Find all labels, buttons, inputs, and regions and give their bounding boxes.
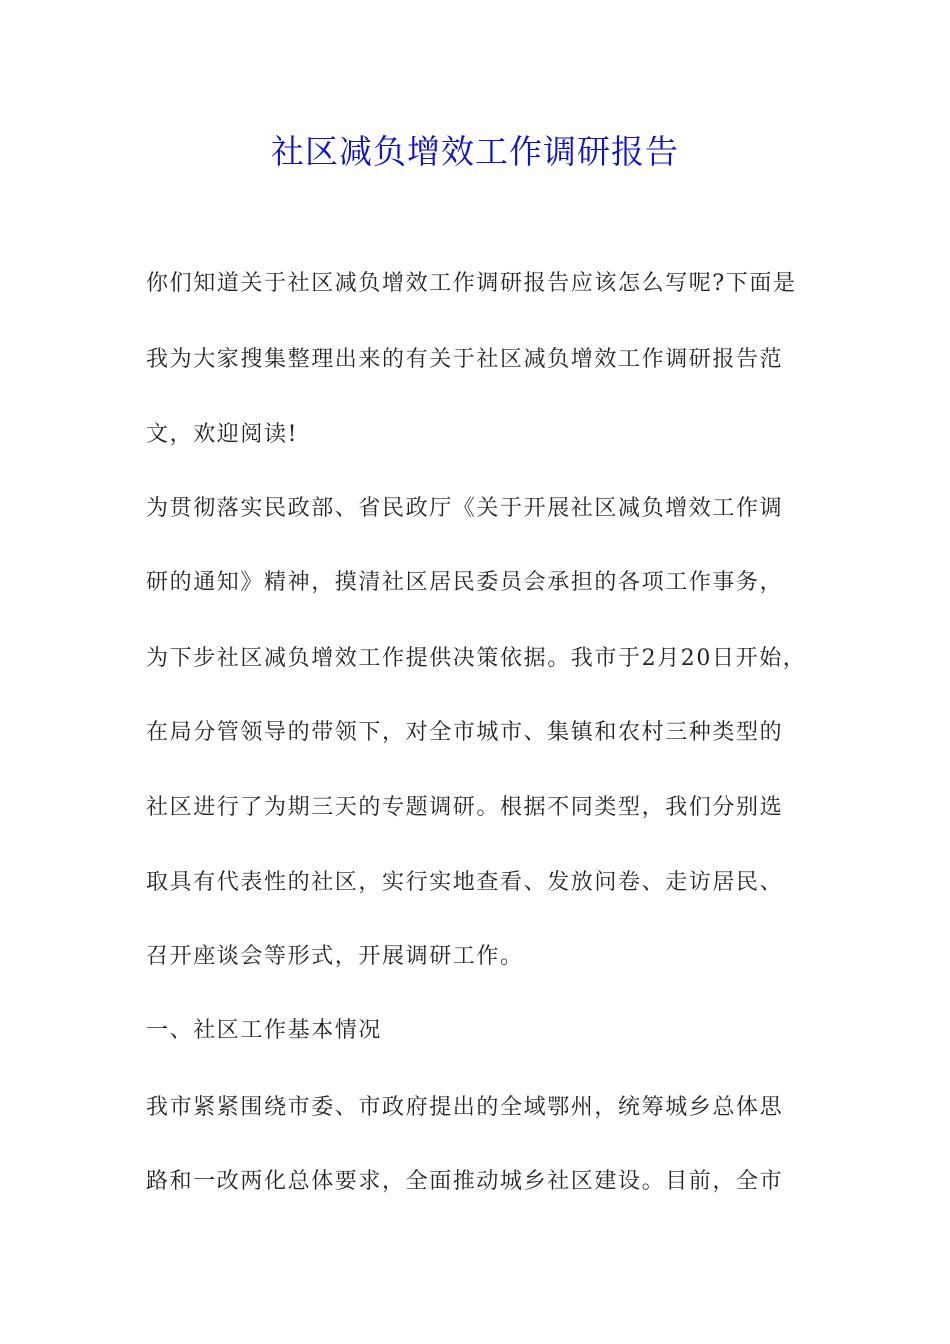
body-line-7: 在局分管领导的带领下，对全市城市、集镇和农村三种类型的 bbox=[146, 720, 784, 745]
body-line-2: 我为大家搜集整理出来的有关于社区减负增效工作调研报告范 bbox=[146, 347, 784, 372]
body-line-9: 取具有代表性的社区，实行实地查看、发放问卷、走访居民、 bbox=[146, 870, 784, 895]
body-line-5: 研的通知》精神，摸清社区居民委员会承担的各项工作事务， bbox=[146, 570, 784, 595]
body-line-6: 为下步社区减负增效工作提供决策依据。我市于2月20日开始， bbox=[146, 646, 807, 671]
body-line-1: 你们知道关于社区减负增效工作调研报告应该怎么写呢?下面是 bbox=[146, 271, 797, 296]
body-line-4: 为贯彻落实民政部、省民政厅《关于开展社区减负增效工作调 bbox=[146, 496, 784, 521]
body-line-13: 路和一改两化总体要求，全面推动城乡社区建设。目前，全市 bbox=[146, 1169, 784, 1194]
body-line-3: 文，欢迎阅读! bbox=[146, 422, 299, 447]
body-line-12: 我市紧紧围绕市委、市政府提出的全域鄂州，统筹城乡总体思 bbox=[146, 1095, 784, 1120]
document-title: 社区减负增效工作调研报告 bbox=[271, 132, 679, 171]
section-heading: 一、社区工作基本情况 bbox=[146, 1018, 383, 1043]
body-line-8: 社区进行了为期三天的专题调研。根据不同类型，我们分别选 bbox=[146, 795, 784, 820]
body-line-10: 召开座谈会等形式，开展调研工作。 bbox=[146, 944, 524, 969]
